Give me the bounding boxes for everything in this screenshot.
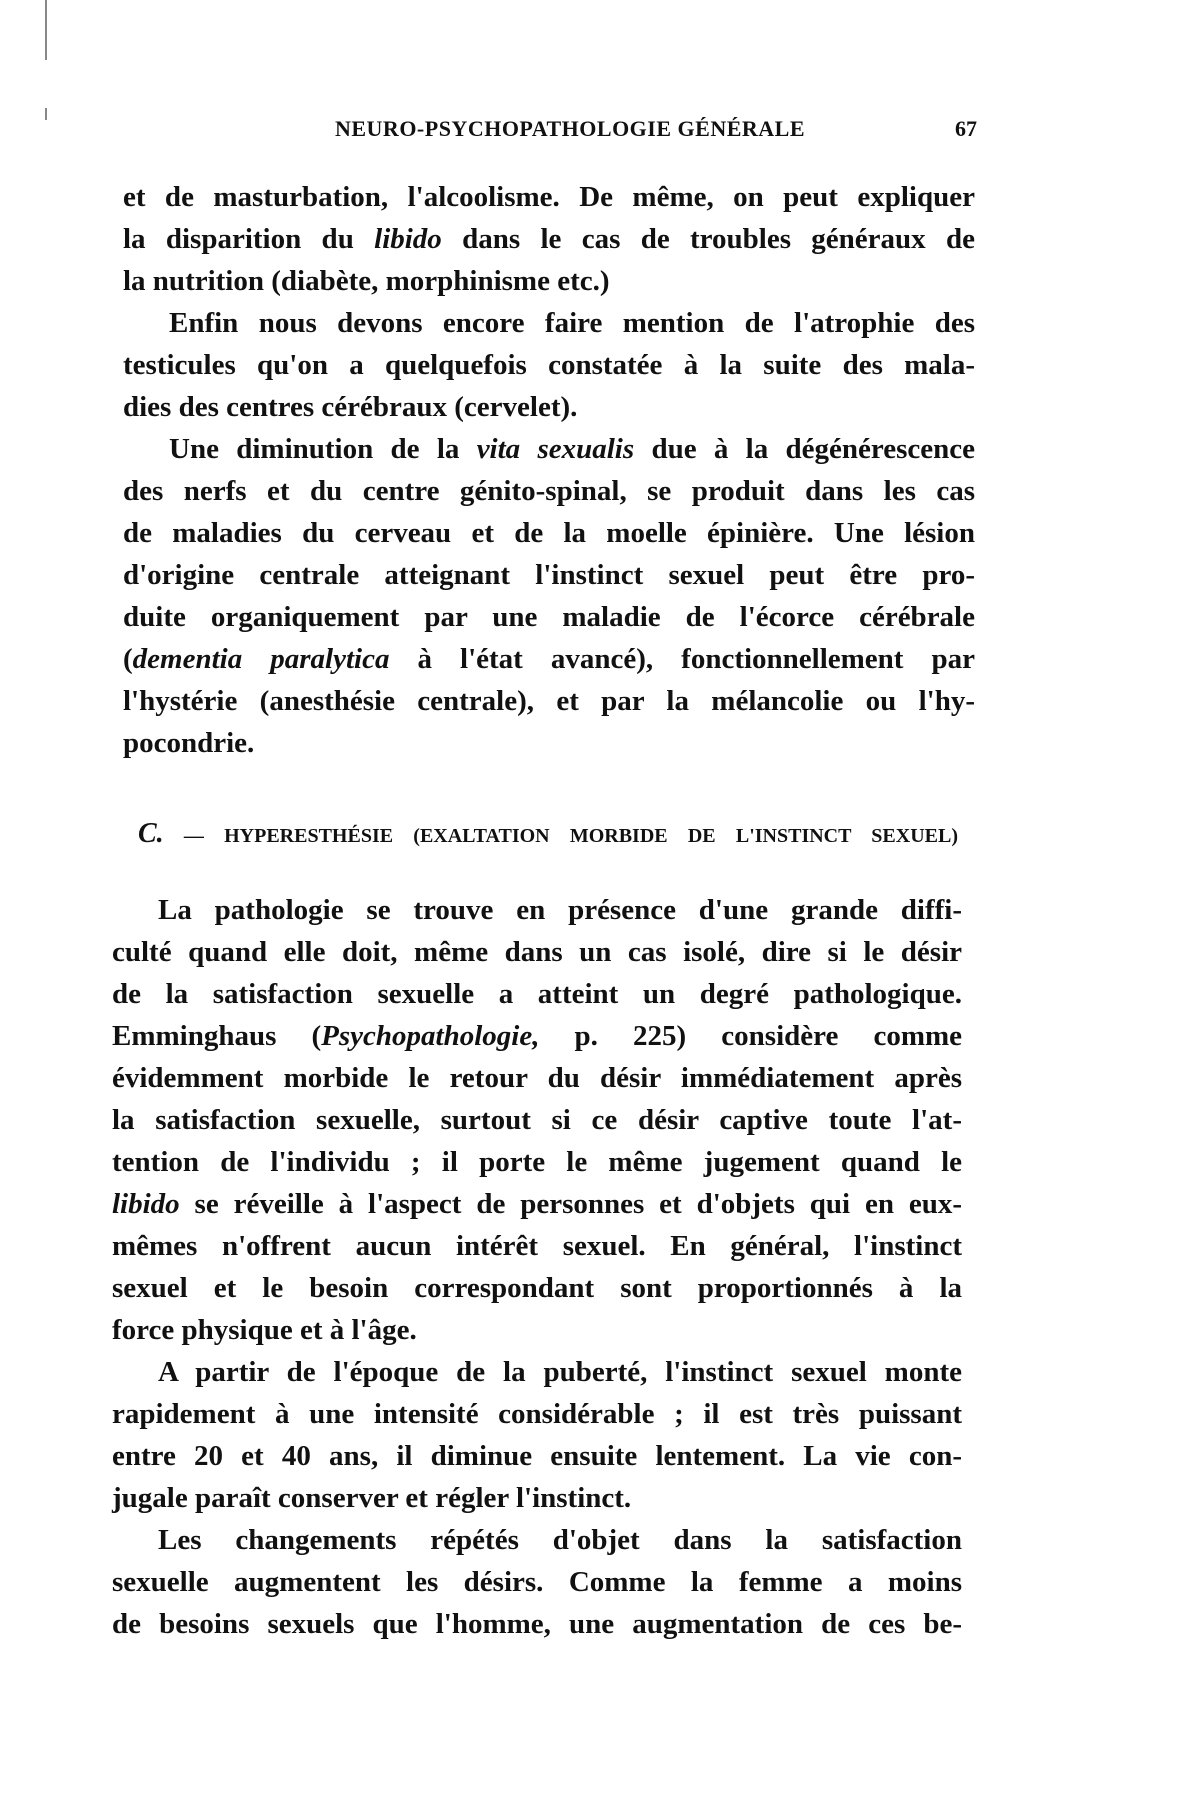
text-line — [123, 260, 975, 302]
text-run: la nutrition (diabète, morphinisme etc.) — [123, 265, 610, 297]
text-run: Une diminution de la — [169, 433, 477, 465]
text-line — [112, 1561, 962, 1603]
text-run: des nerfs et du centre génito-spinal, se produit dans les cas — [123, 475, 975, 507]
text-run: se réveille à l'aspect de personnes et d'objets qui en eux- — [179, 1188, 962, 1220]
text-run: de la satisfaction sexuelle a atteint un degré pathologique. — [112, 978, 962, 1010]
text-run: la disparition du — [123, 223, 375, 255]
text-line — [123, 386, 975, 428]
text-run: sexuelle augmentent les désirs. Comme la femme a moins — [112, 1566, 962, 1598]
text-run: p. 225) considère comme — [539, 1020, 963, 1052]
text-line — [123, 722, 975, 764]
text-line — [112, 973, 962, 1015]
section-letter: C. — [138, 818, 164, 849]
text-line — [112, 889, 962, 931]
text-line — [112, 1225, 962, 1267]
text-line — [123, 344, 975, 386]
italic-text: vita sexualis — [476, 433, 635, 465]
text-line — [112, 1435, 962, 1477]
text-run: duite organiquement par une maladie de l'écorce cérébrale — [123, 601, 975, 633]
text-block-1 — [123, 176, 975, 764]
text-line — [112, 1477, 962, 1519]
text-run: La pathologie se trouve en présence d'une grande diffi- — [158, 894, 962, 926]
italic-text: dementia paralytica — [132, 643, 390, 675]
section-title: — HYPERESTHÉSIE (EXALTATION MORBIDE DE L'INSTINCT SEXUEL) — [163, 825, 958, 847]
text-run: la satisfaction sexuelle, surtout si ce désir captive toute l'at- — [112, 1104, 962, 1136]
text-run: dans le cas de troubles généraux de — [441, 223, 975, 255]
text-line — [123, 596, 975, 638]
text-line — [123, 218, 975, 260]
page-number: 67 — [955, 116, 977, 141]
italic-text: libido — [112, 1188, 180, 1220]
text-line — [112, 1057, 962, 1099]
text-line — [123, 176, 975, 218]
text-run: sexuel et le besoin correspondant sont proportionnés à la — [112, 1272, 962, 1304]
text-run: rapidement à une intensité considérable ; il est très puissant — [112, 1398, 962, 1430]
text-run: et de masturbation, l'alcoolisme. De même, on peut expliquer — [123, 181, 975, 213]
text-run: de besoins sexuels que l'homme, une augmentation de ces be- — [112, 1608, 962, 1640]
text-run: culté quand elle doit, même dans un cas isolé, dire si le désir — [112, 936, 962, 968]
text-line — [112, 1351, 962, 1393]
text-run: jugale paraît conserver et régler l'instinct. — [112, 1482, 632, 1514]
text-run: mêmes n'offrent aucun intérêt sexuel. En général, l'instinct — [112, 1230, 962, 1262]
text-run: Les changements répétés d'objet dans la satisfaction — [158, 1524, 962, 1556]
text-line — [123, 638, 975, 680]
text-run: à l'état avancé), fonctionnellement par — [389, 643, 975, 675]
text-line — [123, 512, 975, 554]
text-run: testicules qu'on a quelquefois constatée à la suite des mala- — [123, 349, 975, 381]
scan-margin-mark — [45, 108, 47, 120]
text-line — [112, 1309, 962, 1351]
text-line — [112, 1393, 962, 1435]
italic-text: libido — [374, 223, 442, 255]
scan-margin-mark — [45, 0, 47, 60]
text-line — [112, 1141, 962, 1183]
text-run: entre 20 et 40 ans, il diminue ensuite lentement. La vie con- — [112, 1440, 962, 1472]
text-run: dies des centres cérébraux (cervelet). — [123, 391, 578, 423]
text-block-2 — [112, 889, 962, 1645]
text-line — [112, 1099, 962, 1141]
text-line — [123, 302, 975, 344]
text-line — [123, 680, 975, 722]
text-line — [123, 554, 975, 596]
text-run: due à la dégénérescence — [634, 433, 976, 465]
text-run: ( — [123, 643, 133, 675]
section-heading — [138, 818, 958, 850]
text-run: évidemment morbide le retour du désir immédiatement après — [112, 1062, 962, 1094]
text-line — [112, 1183, 962, 1225]
italic-text: Psychopathologie, — [321, 1020, 540, 1052]
text-run: de maladies du cerveau et de la moelle épinière. Une lésion — [123, 517, 975, 549]
text-line — [123, 470, 975, 512]
text-run: Enfin nous devons encore faire mention de l'atrophie des — [169, 307, 975, 339]
text-line — [123, 428, 975, 470]
text-run: pocondrie. — [123, 727, 255, 759]
text-line — [112, 1519, 962, 1561]
text-run: d'origine centrale atteignant l'instinct sexuel peut être pro- — [123, 559, 975, 591]
text-line — [112, 1603, 962, 1645]
text-run: tention de l'individu ; il porte le même jugement quand le — [112, 1146, 962, 1178]
text-line — [112, 1015, 962, 1057]
text-run: Emminghaus ( — [112, 1020, 322, 1052]
text-line — [112, 931, 962, 973]
text-run: A partir de l'époque de la puberté, l'instinct sexuel monte — [158, 1356, 962, 1388]
running-header: NEURO-PSYCHOPATHOLOGIE GÉNÉRALE — [334, 116, 805, 141]
text-run: force physique et à l'âge. — [112, 1314, 417, 1346]
text-line — [112, 1267, 962, 1309]
text-run: l'hystérie (anesthésie centrale), et par la mélancolie ou l'hy- — [123, 685, 975, 717]
